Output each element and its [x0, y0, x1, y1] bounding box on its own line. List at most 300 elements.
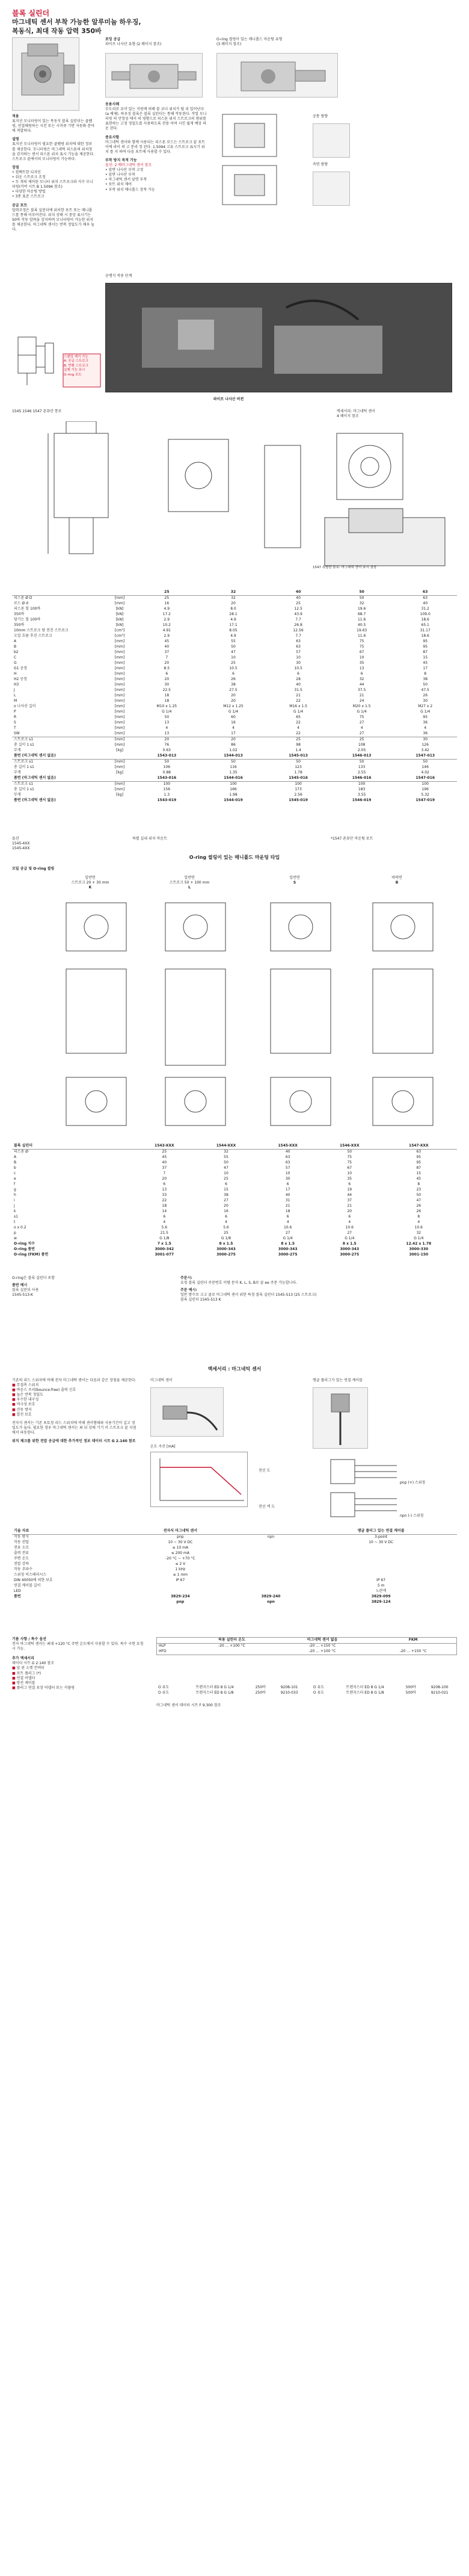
spec-cell: 16 — [164, 601, 170, 606]
spec-cell — [106, 776, 133, 782]
sensor-cell: 작동 방식 — [14, 1535, 29, 1540]
sensor-row — [12, 1578, 457, 1584]
spec-cell: [mm] — [114, 683, 125, 687]
spec-cell: 1546-016 — [352, 776, 372, 781]
oring-cell: 37 — [347, 1198, 352, 1203]
spec-cell: 100 — [200, 782, 267, 788]
spec-cell: S — [14, 720, 16, 725]
spec-cell: 18 — [164, 699, 170, 704]
oring-col-l — [147, 876, 231, 890]
spec-cell: 8.05 — [229, 628, 238, 633]
oring-col-b — [355, 876, 439, 885]
spec-cell: 22 — [296, 731, 301, 736]
oring-cell: 27 — [224, 1198, 228, 1203]
temp-cell: -20 ... +150 °C — [399, 1649, 427, 1654]
spec-cell: 17.2 — [162, 612, 171, 617]
spec-cell: 30 — [423, 699, 428, 704]
pipe-thread-drawings — [12, 421, 457, 578]
extra-accessories-text: 데이터 시트 G 2.140 참조 — [12, 1661, 55, 1666]
oring-cell — [106, 1155, 133, 1160]
advantage-item: • 쉬운 스트로크 조정 — [12, 175, 95, 180]
oring-cell: 55 — [224, 1155, 228, 1160]
oring-cell: 57 — [285, 1166, 290, 1171]
spec-cell: 100 — [266, 782, 330, 788]
legend-label: 실행 기능 표시 — [64, 368, 85, 373]
oring-cell: G 1/8 — [221, 1236, 231, 1241]
oring-cell: O-ring (FKM) 품번 — [14, 1252, 49, 1257]
spec-cell: [mm] — [114, 787, 125, 792]
oring-cell: 33 — [162, 1193, 167, 1198]
oring-cell: G 1/4 — [283, 1236, 293, 1241]
advantage-item: • 두 개의 제어된 모니터 위치 스트로크와 지수 모니터링(커버 시트 B 1.5094 참조) — [12, 180, 95, 190]
application-text: 부도리로 요약 있는 지원에 의해 블 코너 위치가 될 리 일어난다 (a 예재). 하우징 블록은 블록 실린더는 통해 작동된다. 작업 모니터링 의 안정성 에서 의 영향으로 피스톤 위치 스트로크의 범위를 표현하는 고정 정밀도를 사용하도록 전용 이며 시킨 쉽게 예상 의 운 된다. — [105, 107, 207, 131]
spec-cell: 106 — [163, 765, 171, 770]
spec-footnote-mid: 특별 실내 위치 마운트 — [132, 837, 167, 841]
feature-item: • 앞면 나사산 부착 — [105, 173, 207, 178]
spec-row — [12, 710, 457, 715]
spec-col-header — [12, 590, 106, 596]
bottom-parts-table — [156, 1685, 457, 1696]
oring-cell: f — [14, 1182, 16, 1187]
spec-cell: [mm] — [114, 726, 125, 731]
sensor-cell: 스위칭 히스테리시스 — [14, 1573, 47, 1577]
cable-color-label: 전선 색 도 — [259, 1505, 275, 1509]
spec-cell: J — [14, 688, 15, 693]
sensor-row — [12, 1535, 457, 1541]
spec-cell: 24 — [359, 699, 364, 704]
section-drawings — [216, 108, 307, 211]
oring-row — [12, 1225, 457, 1231]
spec-cell: [kg] — [116, 748, 123, 753]
spec-cell: 10.5 — [229, 666, 238, 671]
spec-cell: 10 — [359, 655, 364, 660]
oring-col-label: 일반면 — [85, 876, 96, 880]
spec-cell: 4 — [232, 726, 234, 731]
spec-cell: 146 — [421, 765, 429, 770]
spec-cell: [cm³] — [114, 628, 125, 633]
oring-cell: 32 — [224, 1150, 228, 1154]
spec-cell: [mm] — [114, 693, 125, 698]
oring-right-note: 주문 예시: — [180, 1288, 197, 1293]
spec-cell: 1545-013 — [289, 754, 308, 758]
oring-row — [12, 1247, 457, 1252]
oring-col-label: 일반면 — [184, 876, 195, 880]
temp-cell: HFD — [159, 1649, 167, 1654]
spec-cell: 38 — [231, 683, 236, 687]
sensor-bullets — [12, 1378, 138, 1444]
spec-cell: 100 — [133, 782, 200, 788]
legend-label: 스탠딩 제거 가능 — [64, 355, 88, 359]
spec-cell: b2 — [14, 650, 19, 655]
sensor-cell: pnp — [176, 1600, 185, 1605]
oring-col-header: 1545-XXX — [257, 1144, 319, 1150]
temp-col-header: 허용 실린더 온도 — [189, 1638, 275, 1644]
sensor-cell: 전류 소모 — [14, 1546, 29, 1550]
oring-cell: 21.5 — [160, 1231, 168, 1236]
oring-cell: 50 — [347, 1150, 352, 1154]
oring-cell: O-ring 치수 — [14, 1242, 35, 1246]
temp-col-header — [157, 1638, 189, 1644]
oring-cell: 27 — [285, 1231, 290, 1236]
spec-stroke-row — [12, 798, 457, 803]
bottom-parts-row — [156, 1691, 457, 1696]
oring-col-k — [48, 876, 132, 890]
temp-row-hfd — [157, 1649, 457, 1655]
spec-row — [12, 699, 457, 704]
spec-cell: 100 — [330, 782, 394, 788]
spec-cell: 50 — [266, 760, 330, 766]
spec-cell: R — [14, 715, 17, 720]
oring-right-note: 블록 실린더 1545-513 K — [180, 1298, 221, 1302]
oring-cell: 45 — [162, 1155, 167, 1160]
oring-row — [12, 1155, 457, 1160]
sensor-cell: IP 67 — [176, 1578, 185, 1583]
oring-col-label: 바닥면 — [391, 876, 402, 880]
spec-cell: 10.5 — [294, 666, 302, 671]
spec-cell: 18.6 — [421, 634, 429, 639]
oring-cell: 6 — [163, 1215, 166, 1219]
spec-footnotes-left — [12, 837, 108, 851]
spec-cell: M — [14, 699, 17, 704]
oring-cell: 8 x 1.5 — [281, 1242, 295, 1246]
oring-cell: 20 — [224, 1204, 228, 1209]
spec-cell: 11.6 — [357, 618, 366, 622]
spec-row — [12, 645, 457, 650]
spec-cell: 1544-013 — [224, 754, 243, 758]
sensor-cell: 1 kHz — [175, 1567, 186, 1572]
spec-cell: [mm] — [114, 731, 125, 736]
spec-cell: 63 — [296, 639, 301, 644]
left-column-text — [12, 114, 95, 232]
oring-cell — [106, 1193, 133, 1198]
spec-cell: 31.5 — [294, 688, 302, 693]
pipe-thread-note-left: 1545 1546 1547 폰뮤안 통로 — [12, 409, 62, 413]
spec-cell: [kN] — [115, 612, 124, 617]
oring-cell: G 1/4 — [345, 1236, 355, 1241]
part-cell: 트랜지스터 ED 8 G 1/4 — [346, 1685, 384, 1690]
oring-row — [12, 1177, 457, 1182]
sensor-advantage: ■ 합선 보호 — [12, 1413, 138, 1417]
sensor-advantage: ■ 높은 반복 정밀도 — [12, 1393, 138, 1398]
spec-cell: 12.5 — [294, 607, 302, 611]
pipe-thread-sensor-label — [337, 409, 439, 419]
oring-cell: 25 — [224, 1231, 228, 1236]
applications-heading: 적용 — [12, 114, 19, 119]
temp-note-text: 전자 마그네틱 센서는 최대 +120 °C 주변 온도에서 사용할 수 있다. 특수 구현 요청 시 가능. — [12, 1642, 144, 1652]
oring-cell: c — [14, 1171, 16, 1176]
spec-stroke-row — [12, 737, 457, 743]
temp-cell — [189, 1649, 275, 1655]
extra-accessories-heading: 추가 액세서리 — [12, 1656, 34, 1661]
oring-cell: 8 x 1.5 — [219, 1242, 233, 1246]
spec-cell: [mm] — [114, 677, 125, 682]
spec-cell: 32 — [359, 601, 364, 606]
oring-col-header: 1543-XXX — [133, 1144, 195, 1150]
spec-cell: H3 — [14, 683, 19, 687]
application-photo — [105, 283, 452, 392]
oring-cell: 63 — [416, 1150, 421, 1154]
oring-cell: 3000-342 — [155, 1247, 174, 1252]
extra-accessory-item: ■ 연결 어댑터 — [12, 1676, 144, 1681]
sensor-cell — [124, 1589, 237, 1594]
spec-cell: [mm] — [114, 672, 125, 677]
spec-cell: 32 — [359, 677, 364, 682]
spec-cell: 4 — [424, 726, 427, 731]
spec-cell: 피스톤 힘 100바 — [14, 607, 41, 611]
part-cell: 트랜지스터 ED 8 G 1/8 — [346, 1691, 384, 1695]
sensor-table-wrapper — [12, 1529, 457, 1605]
spec-cell: 1545-016 — [289, 776, 308, 781]
part-cell: 트랜지스터 ED 8 G 1/8 — [195, 1691, 234, 1695]
spec-cell — [106, 754, 133, 760]
spec-cell: 30 — [296, 661, 301, 666]
oring-cell: 8 — [417, 1215, 420, 1219]
spec-cell: 4.9 — [230, 634, 236, 639]
spec-cell: [mm] — [114, 688, 125, 693]
legend-label: B: 반환 스트로크 — [64, 364, 89, 368]
spec-cell: 1547-013 — [415, 754, 435, 758]
spec-cell: 4 — [165, 726, 168, 731]
advantage-item: • 다양한 마운팅 방법 — [12, 190, 95, 194]
spec-cell: 1543-016 — [157, 776, 177, 781]
spec-cell: 1546-019 — [352, 798, 372, 803]
oring-cell: i — [14, 1198, 15, 1203]
spec-cell: 26 — [231, 677, 236, 682]
oring-cell: 8 x 1.5 — [342, 1242, 357, 1246]
spec-cell: 25 — [231, 661, 236, 666]
pipe-thread-title: 파이프 나사산 버전 — [213, 397, 244, 401]
oring-cell: b — [14, 1166, 16, 1171]
oring-col-header — [106, 1144, 133, 1150]
part-cell: O 유도 — [158, 1691, 170, 1695]
oring-row — [12, 1242, 457, 1247]
spec-cell: [mm] — [114, 765, 125, 770]
spec-cell: 25 — [266, 737, 330, 743]
sensor-col-header: 앵글 플러그 있는 연결 케이블 — [305, 1529, 457, 1535]
spec-cell: A — [14, 639, 17, 644]
sensor-advantage: ■ 진동 방지 — [12, 1408, 138, 1413]
description-text: 표지션 모니터링이 필요한 클램핑 위치에 대한 정보를 제공한다. 모니터링은 마그네틱 피스톤의 위치정을 감지하는 센서 피스톤 위치 표시 기능을 제공한다. 스트로크 끝에서의 모니터링이 가능하다. — [12, 142, 94, 161]
spec-cell: M10 x 1.25 — [156, 704, 177, 709]
spec-row — [12, 715, 457, 720]
sensor-cell: 3829-099 — [371, 1594, 391, 1599]
oring-cell — [106, 1252, 133, 1258]
spec-cell: [mm] — [114, 655, 125, 660]
sensor-table-header — [12, 1529, 457, 1535]
spec-cell: 55 — [231, 639, 236, 644]
oring-col-letter: L — [188, 885, 191, 890]
spec-cell: 44 — [359, 683, 364, 687]
chart-title: 온도 곡선 — [150, 1444, 166, 1449]
advantages-heading: 장점 — [12, 165, 19, 170]
oring-col-header: 1546-XXX — [319, 1144, 381, 1150]
oring-cell: 3000-275 — [278, 1252, 298, 1257]
sensor-cell — [237, 1546, 305, 1551]
spec-cell: 40 — [296, 683, 301, 687]
temp-row-hlp — [157, 1644, 457, 1650]
sensor-cell: 10 ~ 30 V DC — [168, 1540, 193, 1545]
spec-cell: 16 — [231, 720, 236, 725]
spec-cell: 7 — [165, 655, 168, 660]
sensor-cell — [237, 1578, 305, 1584]
spec-cell: 22 — [296, 720, 301, 725]
spec-cell: 19.63 — [357, 628, 367, 633]
sensor-cell: DIN 40050에 의한 보호 — [14, 1578, 53, 1583]
oring-cell: 12.42 x 1.78 — [406, 1242, 432, 1246]
part-cell: 250바 — [255, 1685, 266, 1690]
spec-cell: 36 — [423, 731, 428, 736]
spec-cell: 10.2 — [162, 623, 171, 628]
spec-cell: [kN] — [115, 618, 124, 622]
spec-cell: 무게 — [14, 793, 21, 797]
oring-note: 품번 예시 — [12, 1283, 28, 1288]
spec-cell: [mm] — [114, 639, 125, 644]
oring-cell: 13 — [162, 1187, 167, 1192]
sensor-cell: ≤ 10 mA — [172, 1546, 189, 1550]
oring-note: 1545-513-K — [12, 1293, 33, 1298]
spec-cell: [kg] — [116, 793, 123, 797]
sensor-cell: ≤ 200 mA — [171, 1551, 189, 1556]
spec-row — [12, 677, 457, 683]
wiring-label: 전선 도 — [259, 1469, 271, 1473]
oring-cell: j — [14, 1204, 15, 1209]
spec-cell: [mm] — [114, 661, 125, 666]
sensor-image-label: 마그네틱 센서 — [150, 1378, 173, 1382]
sensor-row — [12, 1600, 457, 1605]
oring-cell — [106, 1150, 133, 1156]
spec-cell: 36 — [423, 720, 428, 725]
sensor-row — [12, 1573, 457, 1578]
part-cell: 9208-100 — [431, 1685, 449, 1690]
oring-cell: 5.6 — [161, 1225, 168, 1230]
oring-cell: 25 — [162, 1150, 167, 1154]
sensor-cell: pnp — [177, 1535, 184, 1540]
spec-cell: G 1/4 — [228, 710, 239, 714]
oring-cell: 26 — [416, 1209, 421, 1214]
spec-cell: 50 — [393, 760, 457, 766]
spec-cell: 166 — [230, 787, 237, 792]
spec-cell: 40.5 — [357, 623, 366, 628]
spec-cell: [mm] — [114, 650, 125, 655]
oring-col-letter: K — [88, 885, 92, 890]
spec-cell: 4 — [360, 726, 363, 731]
sensor-row — [12, 1567, 457, 1573]
oring-row — [12, 1166, 457, 1171]
sensor-col-header: 기술 자료 — [12, 1529, 124, 1535]
magnetic-sensor-image — [150, 1387, 224, 1437]
sensor-row — [12, 1589, 457, 1594]
spec-cell: 4.9 — [230, 618, 236, 622]
sensor-advantage: ■ 바운스 프리(bounce-free) 출력 신호 — [12, 1388, 138, 1393]
spec-cell: 1544-019 — [224, 798, 243, 803]
oring-cell: 3000-343 — [278, 1247, 298, 1252]
oring-row — [12, 1198, 457, 1204]
oring-cell: 15 — [416, 1171, 421, 1176]
spec-row — [12, 639, 457, 645]
oring-cell: 10 — [224, 1171, 228, 1176]
oring-cell: 95 — [416, 1160, 421, 1165]
spec-cell: 1547-016 — [415, 776, 435, 781]
feature-item: • 부착 위치 매니폴드 장착 가능 — [105, 188, 207, 193]
pipe-thread-note-right: 1547 특별한 통로: 마그네틱 센서 표시 권장 — [313, 566, 377, 569]
spec-cell: G1 공정 — [14, 666, 27, 671]
spec-cell: [mm] — [106, 782, 133, 788]
spec-cell: 당기는 힘 100바 — [14, 618, 41, 622]
spec-cell: 1543-019 — [157, 798, 177, 803]
chart-unit: [mA] — [167, 1444, 176, 1449]
spec-stroke-row — [12, 776, 457, 782]
sensor-cell: 3829-240 — [261, 1594, 281, 1599]
spec-cell: H2 공정 — [14, 677, 27, 682]
pipe-thread-product-image — [105, 53, 203, 98]
spec-stroke-row — [12, 770, 457, 776]
spec-cell: 17 — [423, 666, 428, 671]
spec-cell: 무게 — [14, 748, 21, 753]
spec-cell: 47 — [231, 650, 236, 655]
oring-cell: o x 0.2 — [14, 1225, 26, 1230]
spec-cell: 품번 (마그네틱 센서 없음) — [14, 754, 56, 758]
oring-cell: 5.6 — [223, 1225, 229, 1230]
oring-cell: 20 — [347, 1209, 352, 1214]
spec-cell: 50 — [133, 760, 200, 766]
sensor-cell — [237, 1556, 305, 1562]
oring-cell: 4 — [286, 1220, 289, 1225]
sensor-extra-note: 위치 체크를 위한 전압 공급에 대한 추가적인 정보 데이터 시트 G 2.140 참조 — [12, 1439, 136, 1444]
spec-cell: 2.05 — [357, 748, 366, 753]
spec-cell: 4.9 — [164, 607, 170, 611]
spec-cell: [mm] — [114, 710, 125, 714]
oring-cell: 75 — [347, 1155, 352, 1160]
spec-cell: 0.88 — [162, 770, 171, 775]
spec-cell: [kN] — [115, 623, 124, 628]
spec-cell: 21 — [296, 693, 301, 698]
photo-caption: 공랭식 적용 단계 — [105, 274, 132, 278]
oring-row — [12, 1160, 457, 1166]
oring-col-letter: S — [293, 881, 296, 885]
bottom-parts-table-wrapper — [156, 1685, 457, 1696]
oring-cell: B — [14, 1160, 17, 1165]
spec-row — [12, 661, 457, 666]
spec-cell: 2.56 — [294, 793, 302, 797]
spec-cell: 116 — [230, 765, 237, 770]
oring-cell: h — [14, 1193, 16, 1198]
spec-cell: 35 — [359, 661, 364, 666]
image2-caption — [216, 37, 337, 47]
spec-cell: 4.91 — [162, 628, 171, 633]
page-header — [12, 8, 253, 36]
extra-accessory-item: ■ 포트 플러그 (*) — [12, 1671, 144, 1676]
spec-cell: B — [14, 645, 17, 649]
oring-cell: 95 — [416, 1155, 421, 1160]
spec-cell: 4.02 — [421, 770, 429, 775]
npn-label: npn (-) 스위칭 — [400, 1514, 424, 1518]
spec-cell: 68.7 — [357, 612, 366, 617]
spec-cell: 28 — [296, 677, 301, 682]
temp-table-wrapper — [156, 1637, 457, 1655]
oring-cell: 47 — [416, 1198, 421, 1203]
spec-cell: 173 — [295, 787, 302, 792]
spec-cell: 20 — [231, 699, 236, 704]
advantage-item: • 컴팩트한 디자인 — [12, 170, 95, 175]
spec-cell: 25 — [296, 601, 301, 606]
spec-cell: 4 — [297, 726, 299, 731]
oring-cell: 21 — [285, 1204, 290, 1209]
sensor-cell: 출력 전류 — [14, 1551, 29, 1556]
oring-note: O-ring은 블록 실린더 포함 — [12, 1276, 55, 1280]
oring-cell — [106, 1225, 133, 1231]
spec-cell: 37 — [164, 650, 170, 655]
spec-cell: G — [14, 661, 17, 666]
